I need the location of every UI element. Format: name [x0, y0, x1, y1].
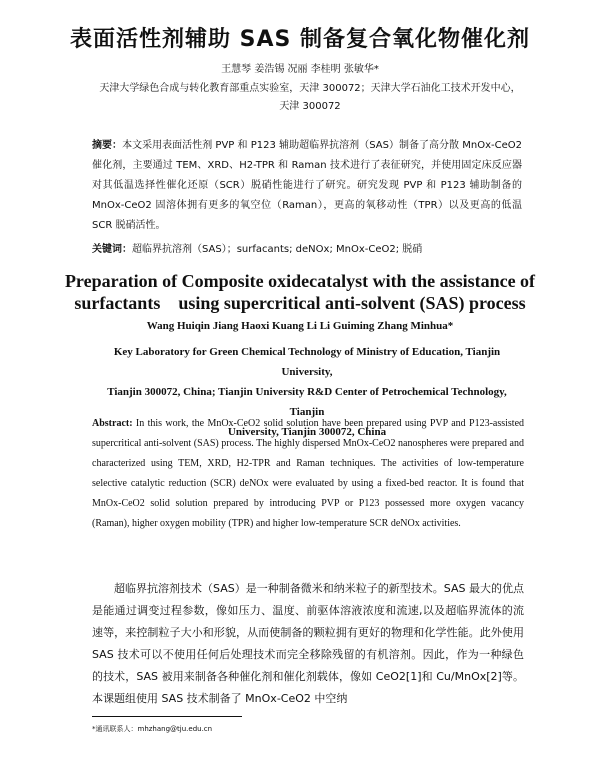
- chinese-abstract: [92, 136, 522, 236]
- corresponding-author-footnote: *通讯联系人：mhzhang@tju.edu.cn: [92, 725, 213, 733]
- english-abstract-text: In this work, the MnOx-CeO2 solid solution have been prepared using PVP and P123-assisted supercritical anti-solvent (SAS) process. The highly dispersed MnOx-CeO2 nanospheres were prepared and characterized using TEM, XRD, H2-TPR and Raman techniques. The activities of low-temperature selective catalytic reduction (SCR) deNOx were evaluated by using a fixed-bed reactor. It is found that MnOx-CeO2 solid solution prepared by introducing PVP or P123 possessed more oxygen vacancy (Raman), higher oxygen mobility (TPR) and higher low-temperature SCR deNOx activities.: [92, 418, 525, 529]
- chinese-affiliation-line: 天津大学绿色合成与转化教育部重点实验室，天津 300072；天津大学石油化工技术开发中心，: [99, 83, 521, 94]
- chinese-affiliation: [90, 80, 530, 116]
- chinese-authors: 王慧琴 姜浩锡 况丽 李桂明 张敏华*: [221, 64, 379, 75]
- chinese-abstract-label: 摘要：: [92, 140, 123, 151]
- chinese-affiliation-line: 天津 300072: [279, 101, 341, 112]
- english-affiliation-line: Tianjin 300072, China; Tianjin University R&D Center of Petrochemical Technology, Tianjin: [107, 386, 507, 418]
- english-authors: Wang Huiqin Jiang Haoxi Kuang Li Li Guiming Zhang Minhua*: [146, 320, 454, 332]
- chinese-keywords-text: 超临界抗溶剂（SAS）；surfacants; deNOx; MnOx-CeO2; 脱硝: [132, 244, 423, 255]
- chinese-abstract-text: 本文采用表面活性剂 PVP 和 P123 辅助超临界抗溶剂（SAS）制备了高分散 MnOx-CeO2 催化剂，主要通过 TEM、XRD、H2-TPR 和 Raman 技术进行了表征研究，并使用固定床反应器对其低温选择性催化还原（SCR）脱硝性能进行了研究。研究发现 PVP 和 P123 辅助制备的 MnOx-CeO2 固溶体拥有更多的氧空位（Raman），更高的氧移动性（TPR）以及更高的低温 SCR 脱硝活性。: [92, 140, 522, 231]
- chinese-keywords-label: 关键词：: [92, 244, 132, 255]
- chinese-title: 表面活性剂辅助 SAS 制备复合氧化物催化剂: [69, 27, 531, 52]
- english-affiliation-line: Key Laboratory for Green Chemical Technology of Ministry of Education, Tianjin University,: [113, 346, 501, 378]
- footnote-divider: [92, 716, 242, 717]
- chinese-keywords: [92, 240, 522, 255]
- english-title: [60, 270, 540, 314]
- english-title-line: surfactants using supercritical anti-solvent (SAS) process: [74, 293, 526, 313]
- english-title-line: Preparation of Composite oxidecatalyst with the assistance of: [64, 271, 536, 291]
- english-affiliation-line: University, Tianjin 300072, China: [227, 426, 387, 438]
- introduction-paragraph: 超临界抗溶剂技术（SAS）是一种制备微米和纳米粒子的新型技术。SAS 最大的优点是能通过调变过程参数，像如压力、温度、前驱体溶液浓度和流速,以及超临界流体的流速等，来控制粒子大小和形貌，从而使制备的颗粒拥有更好的物理和化学性能。此外使用 SAS 技术可以不使用任何后处理技术而完全移除残留的有机溶剂。因此，作为一种绿色的技术，SAS 被用来制备各种催化剂和催化剂载体，像如 CeO2[1]和 Cu/MnOx[2]等。本课题组使用 SAS 技术制备了 MnOx-CeO2 中空纳: [92, 582, 524, 705]
- introduction: [92, 578, 524, 710]
- english-abstract-label: Abstract:: [92, 418, 133, 429]
- english-abstract: [92, 414, 524, 534]
